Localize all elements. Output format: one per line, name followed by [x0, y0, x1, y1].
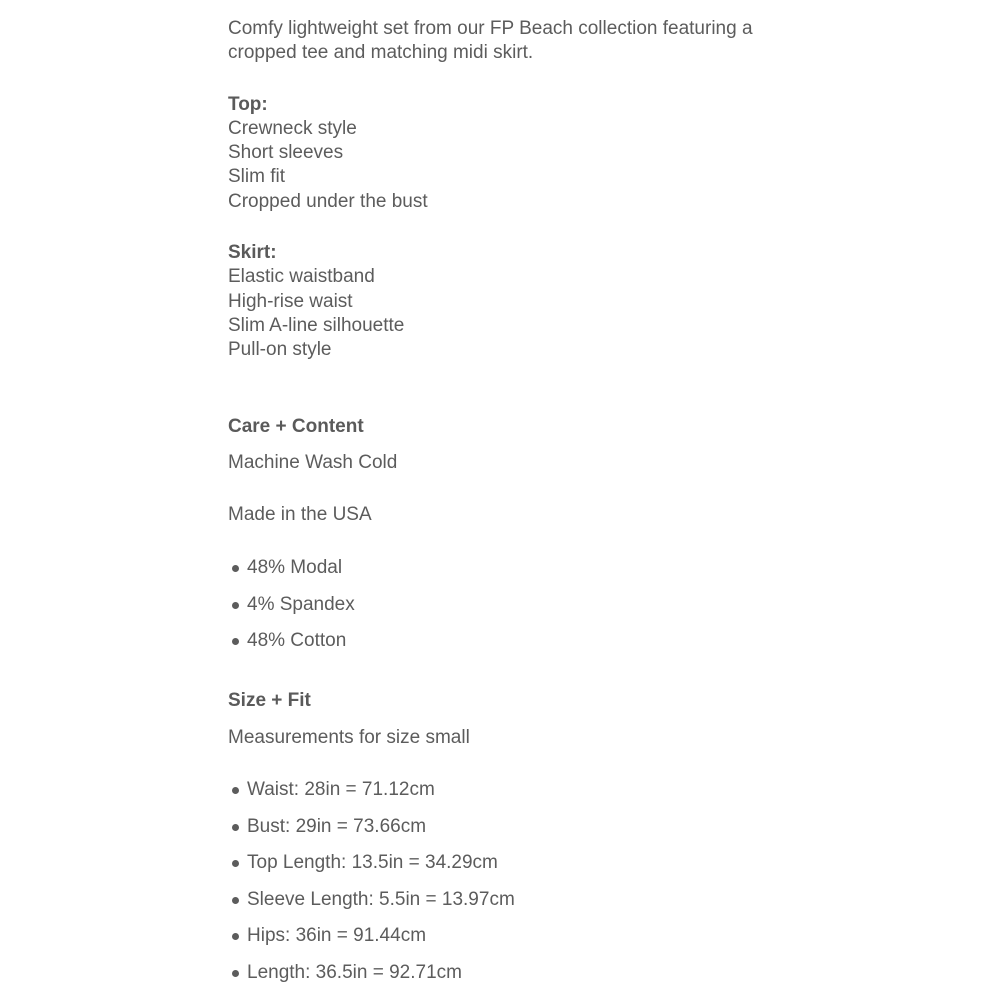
bullet-icon — [232, 787, 239, 794]
bullet-icon — [232, 970, 239, 977]
measurement-text: Hips: 36in = 91.44cm — [247, 925, 427, 947]
bullet-icon — [232, 565, 239, 572]
list-item — [228, 961, 515, 998]
intro-paragraph — [228, 17, 828, 66]
skirt-item: Slim A-line silhouette — [228, 314, 405, 336]
top-item: Cropped under the bust — [228, 190, 428, 212]
intro-line: Comfy lightweight set from our FP Beach collection featuring a — [228, 18, 753, 39]
bullet-icon — [232, 897, 239, 904]
list-item — [228, 593, 355, 630]
top-item: Short sleeves — [228, 142, 344, 164]
measurement-text: Top Length: 13.5in = 34.29cm — [247, 852, 498, 874]
material-text: 48% Modal — [247, 557, 343, 578]
measurement-text: Length: 36.5in = 92.71cm — [247, 961, 462, 983]
intro-line: cropped tee and matching midi skirt. — [228, 42, 534, 64]
list-item — [228, 924, 515, 961]
size-fit-heading: Size + Fit — [228, 690, 311, 711]
list-item — [228, 556, 355, 593]
bullet-icon — [232, 933, 239, 940]
bullet-icon — [232, 860, 239, 867]
measurement-text: Waist: 28in = 71.12cm — [247, 779, 435, 800]
list-item — [228, 851, 515, 888]
bullet-icon — [232, 824, 239, 831]
product-description — [228, 17, 828, 363]
measurement-text: Sleeve Length: 5.5in = 13.97cm — [247, 888, 515, 910]
material-text: 48% Cotton — [247, 630, 347, 652]
material-text: 4% Spandex — [247, 593, 355, 615]
top-details — [228, 93, 828, 214]
bullet-icon — [232, 602, 239, 609]
measurements-list — [228, 778, 515, 998]
origin-text: Made in the USA — [228, 504, 372, 525]
care-content-heading: Care + Content — [228, 416, 364, 437]
materials-list — [228, 556, 355, 666]
bullet-icon — [232, 638, 239, 645]
list-item — [228, 888, 515, 925]
wash-instruction: Machine Wash Cold — [228, 452, 398, 473]
list-item — [228, 815, 515, 852]
top-label: Top: — [228, 93, 268, 115]
skirt-details — [228, 241, 828, 362]
top-item: Crewneck style — [228, 117, 357, 139]
measurement-text: Bust: 29in = 73.66cm — [247, 815, 427, 837]
list-item — [228, 778, 515, 815]
list-item — [228, 629, 355, 666]
size-note: Measurements for size small — [228, 727, 470, 748]
skirt-label: Skirt: — [228, 242, 277, 264]
skirt-item: Pull-on style — [228, 339, 332, 361]
top-item: Slim fit — [228, 166, 285, 188]
skirt-item: High-rise waist — [228, 290, 353, 312]
skirt-item: Elastic waistband — [228, 266, 375, 288]
